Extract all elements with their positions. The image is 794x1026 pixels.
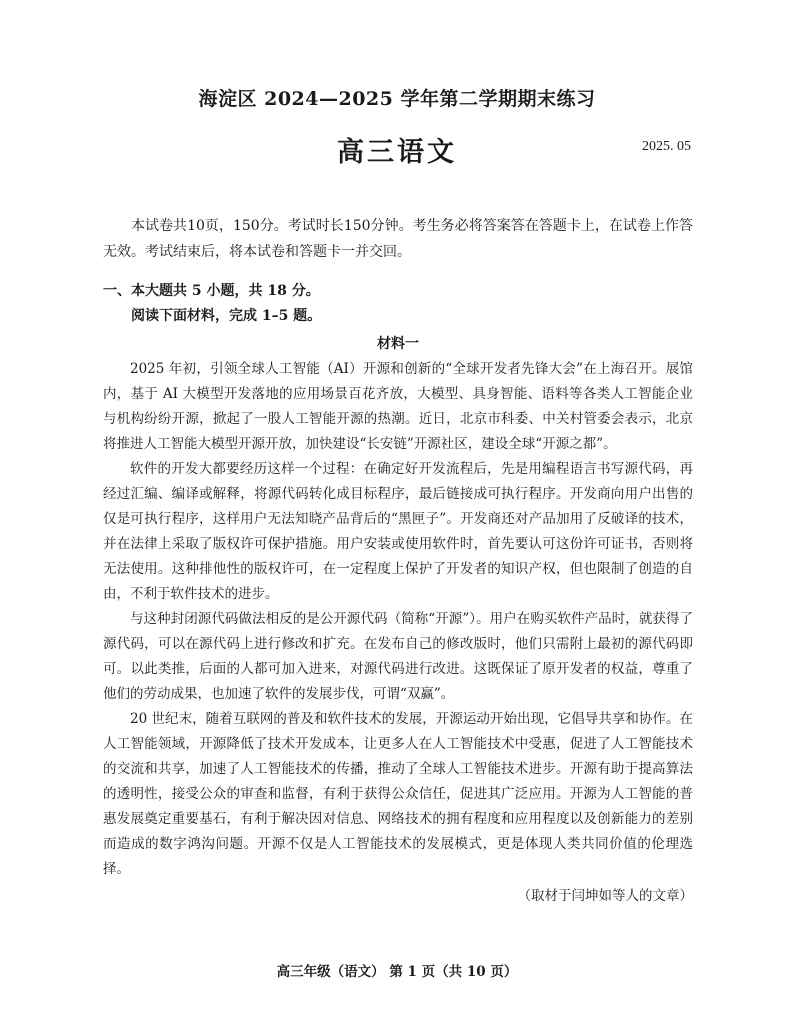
exam-date: 2025. 05	[642, 139, 691, 154]
paragraph-3: 与这种封闭源代码做法相反的是公开源代码（简称“开源”）。用户在购买软件产品时，就获得了源代码，可以在源代码上进行修改和扩充。在发布自己的修改版时，他们只需附上最初的源代码即可。以此类推，后面的人都可加入进来，对源代码进行改进。这既保证了原开发者的权益，尊重了他们的劳动成果，也加速了软件的发展步伐，可谓“双赢”。	[103, 611, 693, 702]
exam-instructions: 本试卷共10页，150分。考试时长150分钟。考生务必将答案答在答题卡上，在试卷上作答无效。考试结束后，将本试卷和答题卡一并交回。	[103, 218, 693, 260]
page-footer: 高三年级（语文） 第 1 页（共 10 页）	[276, 964, 518, 980]
paragraph-2: 软件的开发大都要经历这样一个过程：在确定好开发流程后，先是用编程语言书写源代码，再经过汇编、编译或解释，将源代码转化成目标程序，最后链接成可执行程序。开发商向用户出售的仅是可执行程序，这样用户无法知晓产品背后的“黑匣子”。开发商还对产品加用了反破译的技术，并在法律上采取了版权许可保护措施。用户安装或使用软件时，首先要认可这份许可证书，否则将无法使用。这种排他性的版权许可，在一定程度上保护了开发者的知识产权，但也限制了创造的自由，不利于软件技术的进步。	[103, 461, 693, 602]
section-heading: 一、本大题共 5 小题，共 18 分。	[103, 283, 320, 299]
material-title: 材料一	[377, 336, 419, 352]
exam-title: 海淀区 2024—2025 学年第二学期期末练习	[198, 88, 596, 110]
source-citation: （取材于闫坤如等人的文章）	[517, 888, 693, 904]
subject-title: 高三语文	[337, 137, 457, 168]
paragraph-4: 20 世纪末，随着互联网的普及和软件技术的发展，开源运动开始出现，它倡导共享和协作。在人工智能领域，开源降低了技术开发成本，让更多人在人工智能技术中受惠，促进了人工智能技术的交流和共享，加速了人工智能技术的传播，推动了全球人工智能技术进步。开源有助于提高算法的透明性，接受公众的审查和监督，有利于获得公众信任，促进其广泛应用。开源为人工智能的普惠发展奠定重要基石，有利于解决因对信息、网络技术的拥有程度和应用程度以及创新能力的差别而造成的数字鸿沟问题。开源不仅是人工智能技术的发展模式，更是体现人类共同价值的伦理选择。	[103, 711, 693, 877]
paragraph-1: 2025 年初，引领全球人工智能（AI）开源和创新的“全球开发者先锋大会”在上海召开。展馆内，基于 AI 大模型开发落地的应用场景百花齐放，大模型、具身智能、语料等各类人工智能企业与机构纷纷开源，掀起了一股人工智能开源的热潮。近日，北京市科委、中关村管委会表示，北京将推进人工智能大模型开源开放，加快建设“长安链”开源社区，建设全球“开源之都”。	[103, 361, 693, 452]
exam-content	[103, 213, 693, 909]
reading-instruction: 阅读下面材料，完成 1–5 题。	[131, 308, 322, 324]
